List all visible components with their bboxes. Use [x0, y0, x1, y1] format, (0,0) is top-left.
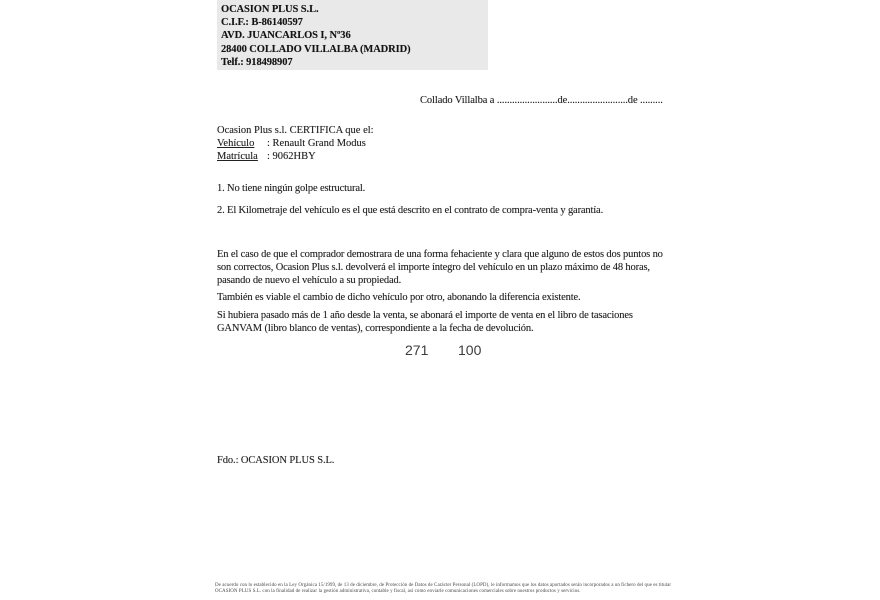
plate-row — [217, 150, 374, 163]
company-address: AVD. JUANCARLOS I, Nº36 — [221, 30, 351, 42]
signature-line: Fdo.: OCASION PLUS S.L. — [217, 455, 335, 466]
legal-footer: De acuerdo con lo establecido en la Ley Orgánica 15/1999, de 13 de diciembre, de Protección de Datos de Carácter Personal (LOPD), le informamos que los datos aportados serán incorporados a un fichero del que es titular OCASION PLUS S.L. con la finalidad de realizar la gestión administrativa, contable y fiscal, así como enviarle comunicaciones comerciales sobre nuestros productos y servicios. — [215, 583, 672, 594]
plate-label: Matrícula — [217, 151, 258, 163]
body-paragraphs — [217, 249, 669, 341]
company-city: 28400 COLLADO VILLALBA (MADRID) — [221, 43, 411, 55]
annotation-number-271: 271 — [405, 342, 429, 358]
paragraph-refund: En el caso de que el comprador demostrara de una forma fehaciente y clara que alguno de estos dos puntos no son correctos, Ocasion Plus s.l. devolverá el importe íntegro del vehículo en un plazo máximo de 48 horas, pasando de nuevo el vehículo a su propiedad. — [217, 249, 663, 286]
date-line: Collado Villalba a ........................de........................de ......... — [420, 95, 663, 106]
company-cif: C.I.F.: B-86140597 — [221, 17, 303, 29]
vehicle-value: : Renault Grand Modus — [267, 138, 366, 150]
point-1: 1. No tiene ningún golpe estructural. — [217, 183, 366, 194]
certify-intro: Ocasion Plus s.l. CERTIFICA que el: — [217, 125, 374, 136]
company-name: OCASION PLUS S.L. — [221, 4, 319, 15]
company-phone: Telf.: 918498907 — [221, 56, 293, 68]
certified-points — [217, 183, 672, 227]
point-2: 2. El Kilometraje del vehículo es el que está descrito en el contrato de compra-venta y garantía. — [217, 204, 604, 216]
vehicle-row — [217, 137, 374, 150]
company-letterhead — [217, 0, 488, 70]
annotation-number-100: 100 — [458, 342, 482, 358]
plate-value: : 9062HBY — [267, 151, 316, 163]
certification-block — [217, 124, 374, 164]
paragraph-exchange: También es viable el cambio de dicho vehículo por otro, abonando la diferencia existente. — [217, 292, 581, 304]
paragraph-one-year: Si hubiera pasado más de 1 año desde la venta, se abonará el importe de venta en el libro de tasaciones GANVAM (libro blanco de ventas), correspondiente a la fecha de devolución. — [217, 310, 633, 334]
vehicle-label: Vehículo — [217, 138, 255, 150]
